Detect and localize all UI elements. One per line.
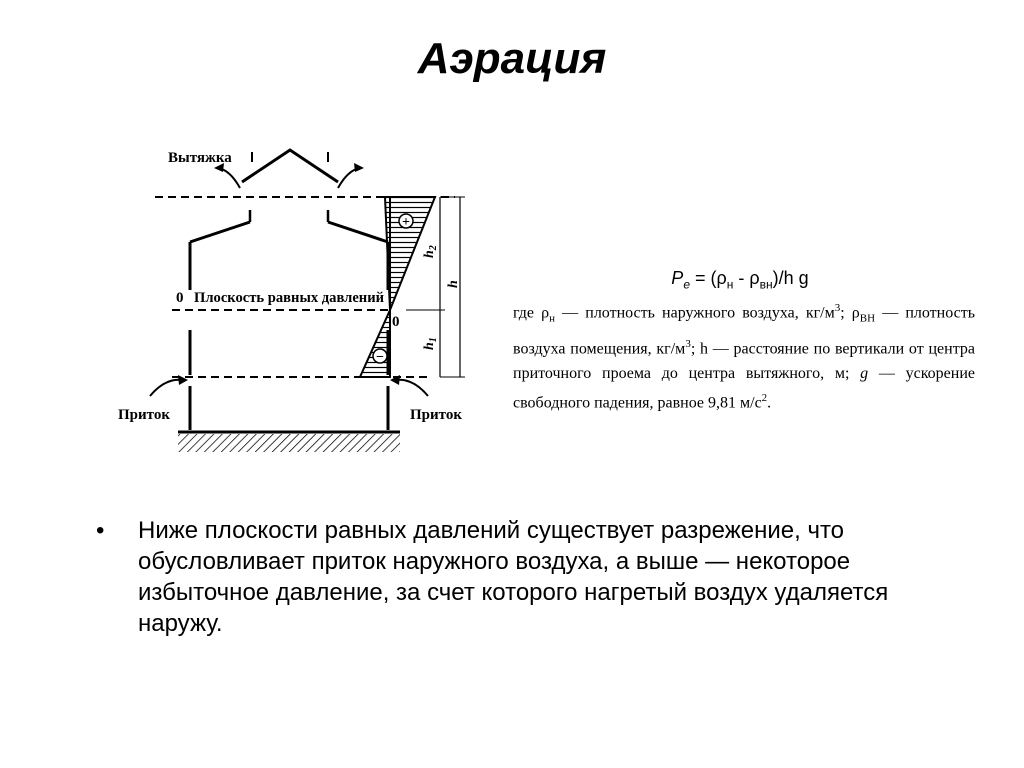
slide-title: Аэрация xyxy=(417,34,607,83)
label-inflow-left: Приток xyxy=(118,407,170,423)
aeration-diagram xyxy=(110,130,490,470)
building-roof xyxy=(190,222,250,242)
dim-h-label: h xyxy=(446,280,461,288)
plus-sign: + xyxy=(402,215,410,230)
ground-hatch xyxy=(178,434,400,452)
label-zero-right: 0 xyxy=(392,314,400,330)
dim-h1-label: $h_1$ xyxy=(422,337,439,350)
inflow-arrow-left xyxy=(150,380,182,396)
dim-h2-label: $h_2$ xyxy=(422,245,439,258)
label-exhaust: Вытяжка xyxy=(168,150,232,166)
bullet-item xyxy=(96,515,956,639)
inflow-arrow-right xyxy=(396,380,428,396)
bullet-text: Ниже плоскости равных давлений существует разрежение, что обусловливает приток наружного воздуха, а выше — некоторое избыточное давление, за счет которого нагретый воздух удаляется наружу. xyxy=(138,517,889,637)
formula-description: где $\rho_н$ — плотность наружного воздуха, $кг/м^3$; $\rho_{ВН}$ — плотность воздуха помещения, $кг/м^3$; h — расстояние по вертикали от центра приточного проема до центра вытяжного, м; g — ускорение свободного падения, равное 9,81 $м/с^2$. xyxy=(513,302,975,412)
formula: $P_e = (\rho_н - \rho_{вн})/h$ g xyxy=(671,268,809,292)
label-plane: Плоскость равных давлений xyxy=(194,290,385,306)
minus-sign: − xyxy=(376,350,384,365)
bullet-marker: • xyxy=(96,517,105,544)
pressure-lower-triangle xyxy=(360,310,390,377)
label-zero-left: 0 xyxy=(176,290,184,306)
label-inflow-right: Приток xyxy=(410,407,462,423)
roof-cap xyxy=(242,150,338,182)
